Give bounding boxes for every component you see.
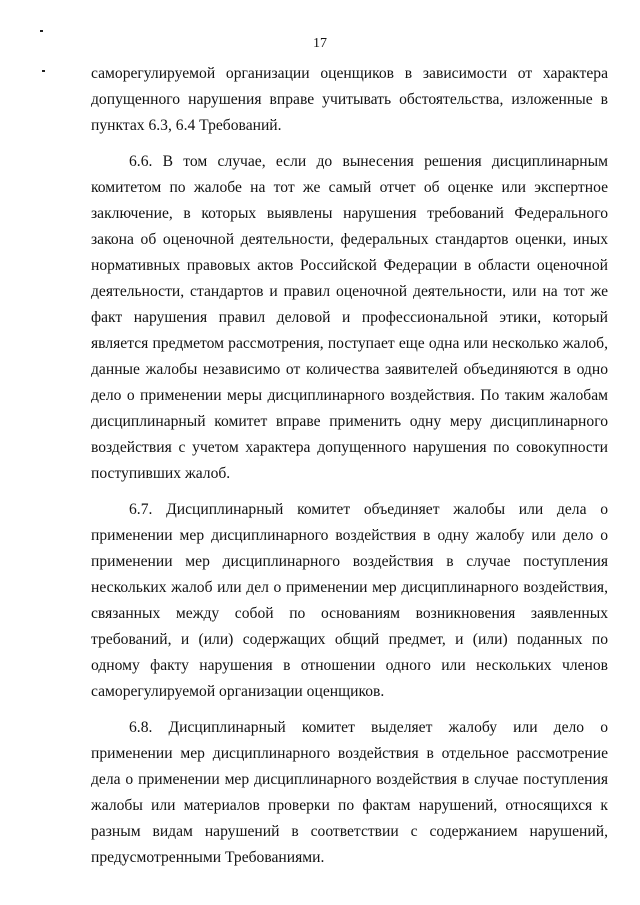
paragraph-6-6: 6.6. В том случае, если до вынесения решения дисциплинарным комитетом по жалобе на тот же самый отчет об оценке или экспертное заключение, в которых выявлены нарушения требований Федерального закона об оценочной деятельности, федеральных стандартов оценки, иных нормативных правовых актов Российской Федерации в области оценочной деятельности, стандартов и правил оценочной деятельности, или на тот же факт нарушения правил деловой и профессиональной этики, который является предметом рассмотрения, поступает еще одна или несколько жалоб, данные жалобы независимо от количества заявителей объединяются в одно дело о применении меры дисциплинарного воздействия. По таким жалобам дисциплинарный комитет вправе применить одну меру дисциплинарного воздействия с учетом характера допущенного нарушения по совокупности поступивших жалоб. [91,153,608,482]
paragraph-continuation: саморегулируемой организации оценщиков в зависимости от характера допущенного нарушения вправе учитывать обстоятельства, изложенные в пунктах 6.3, 6.4 Требований. [91,65,608,134]
scan-artifact-mark [40,30,43,32]
document-body [91,61,608,881]
page-number: 17 [313,36,327,51]
paragraph-6-7: 6.7. Дисциплинарный комитет объединяет жалобы или дела о применении мер дисциплинарного воздействия в одну жалобу или дело о применении мер дисциплинарного воздействия в случае поступления нескольких жалоб или дел о применении мер дисциплинарного воздействия, связанных между собой по основаниям возникновения заявленных требований, и (или) содержащих общий предмет, и (или) поданных по одному факту нарушения в отношении одного или нескольких членов саморегулируемой организации оценщиков. [91,501,608,700]
paragraph-6-8: 6.8. Дисциплинарный комитет выделяет жалобу или дело о применении мер дисциплинарного воздействия в отдельное рассмотрение дела о применении мер дисциплинарного воздействия в случае поступления жалобы или материалов проверки по фактам нарушений, относящихся к разным видам нарушений в соответствии с содержанием нарушений, предусмотренными Требованиями. [91,719,608,866]
scan-artifact-mark [42,70,45,72]
